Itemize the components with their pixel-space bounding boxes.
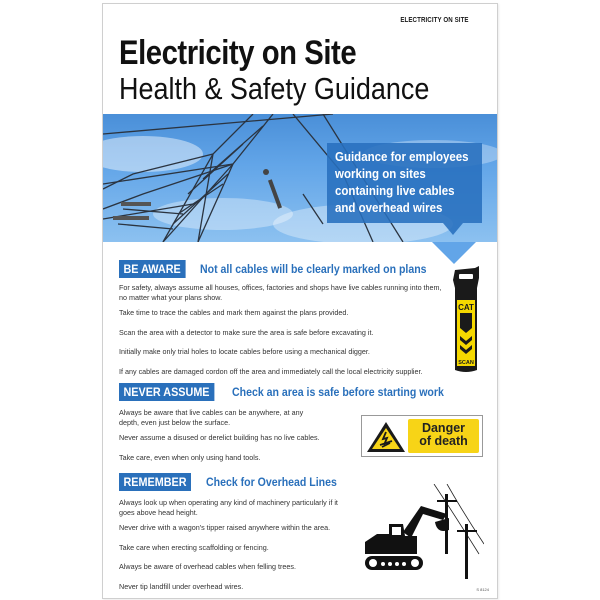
cable-detector-icon xyxy=(449,266,483,374)
paragraph: Scan the area with a detector to make sure the area is safe before excavating it. xyxy=(119,327,374,337)
title-subtitle: Health & Safety Guidance xyxy=(119,71,430,106)
banner-callout xyxy=(327,143,482,223)
scanner-label-top: CAT xyxy=(458,303,474,312)
callout-line: Guidance for employees xyxy=(335,150,469,164)
scanner-label-bottom: SCAN xyxy=(458,360,474,366)
sign-line2: of death xyxy=(419,434,468,448)
section-never-assume-header xyxy=(119,383,472,401)
section-tag: NEVER ASSUME xyxy=(119,383,214,401)
section-headline: Check for Overhead Lines xyxy=(206,475,337,489)
callout-line: working on sites xyxy=(335,167,426,181)
paragraph: Always be aware that live cables can be anywhere, at any depth, even just below the surface. xyxy=(119,408,304,427)
callout-line: and overhead wires xyxy=(335,201,443,215)
title-main: Electricity on Site xyxy=(119,34,357,72)
paragraph: Initially make only trial holes to locate cables before using a mechanical digger. xyxy=(119,347,370,356)
top-tag: ELECTRICITY ON SITE xyxy=(400,17,469,24)
section-headline: Not all cables will be clearly marked on plans xyxy=(199,262,427,276)
paragraph: Never tip landfill under overhead wires. xyxy=(119,581,244,591)
excavator-near-power-lines-icon xyxy=(359,484,484,579)
product-code: S 8124 xyxy=(476,587,489,592)
paragraph: If any cables are damaged cordon off the area and immediately call the local electricity supplier. xyxy=(119,366,423,376)
paragraph: Take time to trace the cables and mark them against the plans provided. xyxy=(119,308,349,317)
danger-of-death-sign xyxy=(361,415,483,457)
paragraph: Always look up when operating any kind of machinery particularly if it goes above head height. xyxy=(119,498,338,517)
section-never-assume-body xyxy=(119,408,324,462)
paragraph: Take care when erecting scaffolding or fencing. xyxy=(119,542,269,552)
paragraph: Take care, even when only using hand tools. xyxy=(119,452,261,462)
section-tag: BE AWARE xyxy=(119,260,185,278)
paragraph: Never drive with a wagon's tipper raised anywhere within the area. xyxy=(119,523,331,532)
section-tag: REMEMBER xyxy=(119,473,191,491)
sign-text xyxy=(408,419,479,453)
poster xyxy=(102,3,498,599)
electric-shock-warning-icon xyxy=(366,421,406,453)
callout-line: containing live cables xyxy=(335,184,455,198)
section-headline: Check an area is safe before starting work xyxy=(231,385,444,399)
callout-pointer xyxy=(443,223,463,235)
sign-line1: Danger xyxy=(421,421,466,435)
section-be-aware-header xyxy=(119,260,457,278)
section-be-aware-body xyxy=(119,283,449,376)
section-remember-header xyxy=(119,473,355,491)
paragraph: Always be aware of overhead cables when felling trees. xyxy=(119,562,296,571)
paragraph: Never assume a disused or derelict building has no live cables. xyxy=(119,433,320,442)
paragraph: For safety, always assume all houses, offices, factories and shops have live cables running into them, no matter what your plans show. xyxy=(119,283,442,302)
section-remember-body xyxy=(119,498,349,591)
